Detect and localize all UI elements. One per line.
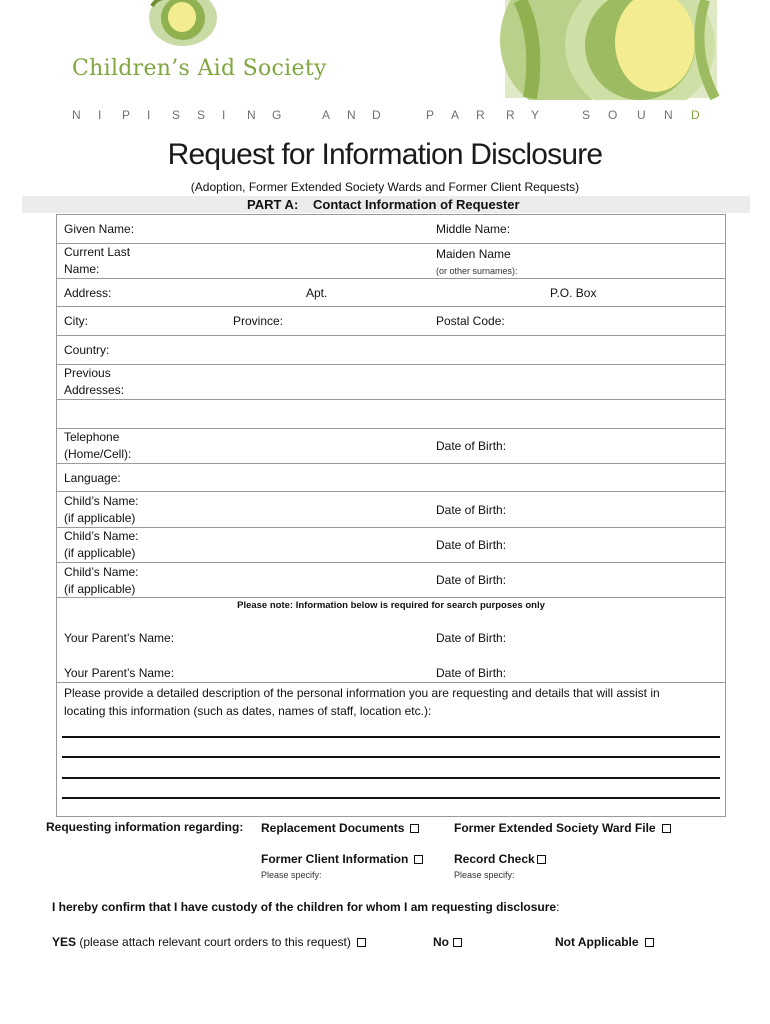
row-divider xyxy=(56,306,726,307)
telephone-field[interactable]: Telephone (Home/Cell): xyxy=(64,430,132,461)
date-of-birth-field[interactable]: Date of Birth: xyxy=(436,439,507,453)
child-name-field[interactable]: Child’s Name: (if applicable) xyxy=(64,494,139,525)
not-applicable-option[interactable]: Not Applicable xyxy=(555,934,654,951)
row-divider xyxy=(56,243,726,244)
row-divider xyxy=(56,428,726,429)
region-tagline: N I P I S S I N G A N D P A R R Y S O U N D xyxy=(72,108,700,122)
maiden-name-field[interactable]: Maiden Name (or other surnames): xyxy=(436,247,518,276)
decorative-banner-graphic xyxy=(500,0,717,100)
custody-statement: I hereby confirm that I have custody of the children for whom I am requesting disclosure: xyxy=(52,900,560,914)
address-field[interactable]: Address: xyxy=(64,286,112,300)
description-line[interactable] xyxy=(62,756,720,758)
checkbox-icon[interactable] xyxy=(645,938,654,947)
previous-addresses-field[interactable]: Previous Addresses: xyxy=(64,366,125,397)
description-line[interactable] xyxy=(62,777,720,779)
previous-addresses-extra-line[interactable] xyxy=(60,402,722,424)
checkbox-icon[interactable] xyxy=(414,855,423,864)
language-field[interactable]: Language: xyxy=(64,471,121,485)
child-date-of-birth-field[interactable]: Date of Birth: xyxy=(436,573,507,587)
checkbox-icon[interactable] xyxy=(453,938,462,947)
row-divider xyxy=(56,682,726,683)
record-check-option[interactable]: Record Check xyxy=(454,851,546,868)
child-date-of-birth-field[interactable]: Date of Birth: xyxy=(436,503,507,517)
child-name-field[interactable]: Child’s Name: (if applicable) xyxy=(64,529,139,560)
current-last-name-field[interactable]: Current Last Name: xyxy=(64,245,131,276)
organization-name: Children’s Aid Society xyxy=(72,56,327,81)
row-divider xyxy=(56,463,726,464)
middle-name-field[interactable]: Middle Name: xyxy=(436,222,511,236)
header-artwork xyxy=(0,0,770,100)
parent-date-of-birth-field[interactable]: Date of Birth: xyxy=(436,631,507,645)
child-name-field[interactable]: Child’s Name: (if applicable) xyxy=(64,565,139,596)
row-divider xyxy=(56,364,726,365)
row-divider xyxy=(56,562,726,563)
row-divider xyxy=(56,597,726,598)
parent-date-of-birth-field[interactable]: Date of Birth: xyxy=(436,666,507,680)
former-ward-file-option[interactable]: Former Extended Society Ward File xyxy=(454,820,671,837)
no-option[interactable]: No xyxy=(433,934,462,951)
page-subtitle: (Adoption, Former Extended Society Wards and Former Client Requests) xyxy=(190,180,580,194)
parent-name-field[interactable]: Your Parent’s Name: xyxy=(64,631,175,645)
province-field[interactable]: Province: xyxy=(233,314,284,328)
part-label: PART A: xyxy=(247,197,299,212)
row-divider xyxy=(56,527,726,528)
checkbox-icon[interactable] xyxy=(357,938,366,947)
postal-code-field[interactable]: Postal Code: xyxy=(436,314,505,328)
page-title: Request for Information Disclosure xyxy=(167,138,603,171)
description-line[interactable] xyxy=(62,797,720,799)
replacement-documents-option[interactable]: Replacement Documents xyxy=(261,820,419,837)
checkbox-icon[interactable] xyxy=(410,824,419,833)
description-instructions: Please provide a detailed description of the personal information you are requesting and details that will assist in locating this information (such as dates, names of staff, location etc.): xyxy=(64,686,660,718)
row-divider xyxy=(56,278,726,279)
former-client-information-option[interactable]: Former Client Information xyxy=(261,851,423,868)
po-box-field[interactable]: P.O. Box xyxy=(550,286,597,300)
yes-option[interactable]: YES (please attach relevant court orders to this request) xyxy=(52,934,366,951)
checkbox-icon[interactable] xyxy=(537,855,546,864)
child-date-of-birth-field[interactable]: Date of Birth: xyxy=(436,538,507,552)
logo-icon xyxy=(149,0,217,46)
please-specify-label: Please specify: xyxy=(261,870,322,880)
row-divider xyxy=(56,491,726,492)
apt-field[interactable]: Apt. xyxy=(306,286,328,300)
country-field[interactable]: Country: xyxy=(64,343,110,357)
row-divider xyxy=(56,335,726,336)
requesting-label: Requesting information regarding: xyxy=(46,820,244,834)
part-title: Contact Information of Requester xyxy=(313,197,520,212)
search-purposes-note: Please note: Information below is required for search purposes only xyxy=(237,600,545,611)
contact-form-box xyxy=(56,214,726,817)
given-name-field[interactable]: Given Name: xyxy=(64,222,135,236)
please-specify-label: Please specify: xyxy=(454,870,515,880)
parent-name-field[interactable]: Your Parent’s Name: xyxy=(64,666,175,680)
checkbox-icon[interactable] xyxy=(662,824,671,833)
row-divider xyxy=(56,399,726,400)
city-field[interactable]: City: xyxy=(64,314,88,328)
description-line[interactable] xyxy=(62,736,720,738)
